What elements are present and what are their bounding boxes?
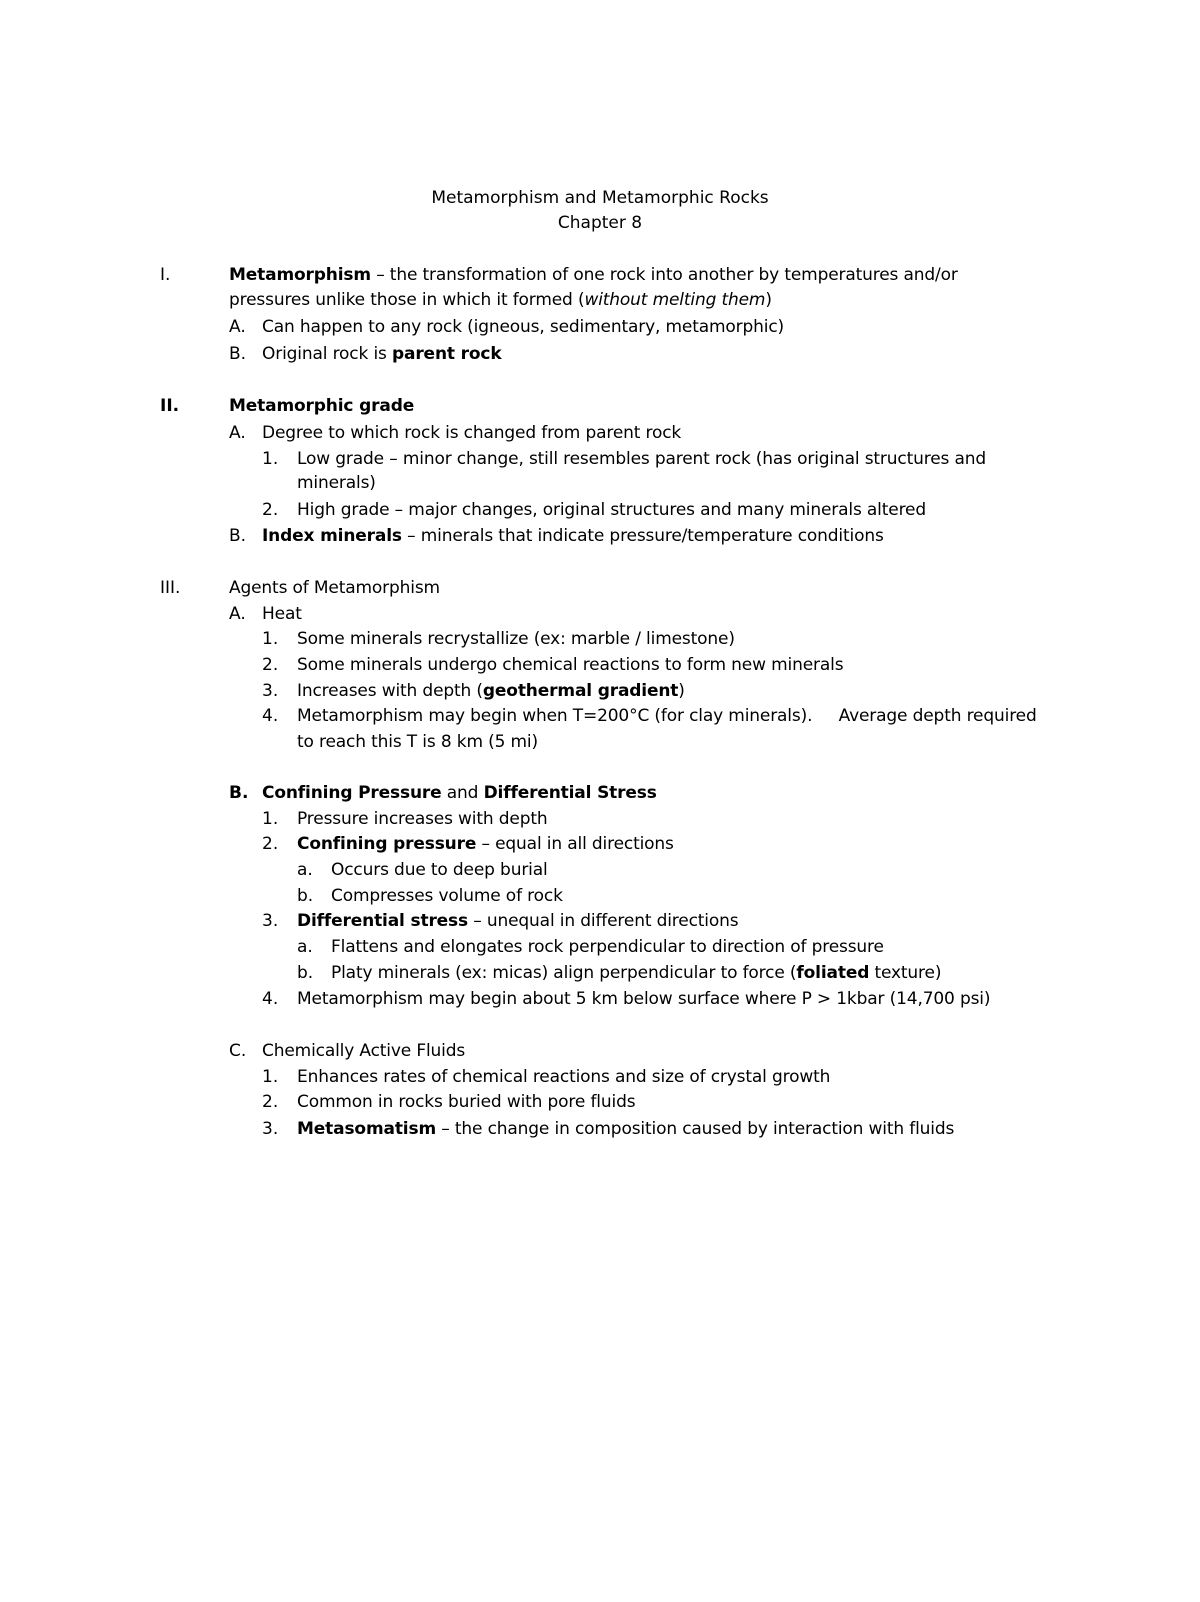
s3-a-text: Heat — [262, 604, 302, 624]
definition-close: ) — [765, 290, 772, 310]
s2-a1-text-2: minerals) — [297, 473, 376, 493]
s2-a2-marker: 2. — [262, 500, 279, 520]
differential-stress-term: Differential stress — [297, 911, 468, 931]
s3-c2-text: Common in rocks buried with pore fluids — [297, 1092, 636, 1112]
s3-b4-text: Metamorphism may begin about 5 km below surface where P > 1kbar (14,700 psi) — [297, 989, 991, 1009]
s3-a4-text-1: Metamorphism may begin when T=200°C (for clay minerals). Average depth required — [297, 706, 1037, 726]
s3-b2a-marker: a. — [297, 860, 313, 880]
s2-a1-text-1: Low grade – minor change, still resembles parent rock (has original structures and — [297, 449, 987, 469]
s3-a-marker: A. — [229, 604, 246, 624]
s3-c1-marker: 1. — [262, 1067, 279, 1087]
s3-b3b-close: texture) — [869, 963, 942, 983]
and-connector: and — [441, 783, 484, 803]
s3-b-heading — [262, 781, 657, 805]
metamorphism-term: Metamorphism — [229, 265, 371, 285]
s3-c2-marker: 2. — [262, 1092, 279, 1112]
s3-b2a-text: Occurs due to deep burial — [331, 860, 548, 880]
s3-b-marker: B. — [229, 783, 249, 803]
s3-a3-line — [297, 679, 685, 703]
section-1-line-1 — [229, 263, 958, 287]
section-3-heading: Agents of Metamorphism — [229, 578, 440, 598]
s3-a1-marker: 1. — [262, 629, 279, 649]
section-3-number: III. — [160, 578, 181, 598]
title-block — [0, 186, 1200, 236]
s1-b-text: Original rock is — [262, 344, 392, 364]
s3-b2-line — [297, 832, 674, 856]
s3-a3-text: Increases with depth ( — [297, 681, 483, 701]
s3-a2-marker: 2. — [262, 655, 279, 675]
s3-c3-line — [297, 1117, 954, 1141]
s3-a4-marker: 4. — [262, 706, 279, 726]
index-minerals-term: Index minerals — [262, 526, 402, 546]
s3-b2b-text: Compresses volume of rock — [331, 886, 563, 906]
s2-b-marker: B. — [229, 526, 247, 546]
s3-b3b-text: Platy minerals (ex: micas) align perpendicular to force ( — [331, 963, 797, 983]
s2-a-marker: A. — [229, 423, 246, 443]
s3-b2b-marker: b. — [297, 886, 314, 906]
s3-b2-marker: 2. — [262, 834, 279, 854]
section-2-heading: Metamorphic grade — [229, 396, 415, 416]
s2-a2-text: High grade – major changes, original structures and many minerals altered — [297, 500, 926, 520]
section-2-number: II. — [160, 396, 180, 416]
s2-b-line — [262, 524, 884, 548]
metasomatism-definition: – the change in composition caused by interaction with fluids — [436, 1119, 955, 1139]
s3-b3-line — [297, 909, 738, 933]
metamorphism-definition: – the transformation of one rock into another by temperatures and/or — [370, 265, 958, 285]
s1-b-line — [262, 342, 501, 366]
section-1-number: I. — [160, 265, 171, 285]
confining-pressure-definition: – equal in all directions — [476, 834, 674, 854]
chapter-label: Chapter 8 — [557, 213, 643, 233]
confining-pressure-heading: Confining Pressure — [262, 783, 442, 803]
s1-a-marker: A. — [229, 317, 246, 337]
s1-b-marker: B. — [229, 344, 247, 364]
s3-a3-marker: 3. — [262, 681, 279, 701]
parent-rock-term: parent rock — [391, 344, 502, 364]
confining-pressure-term: Confining pressure — [297, 834, 477, 854]
s1-a-text: Can happen to any rock (igneous, sedimentary, metamorphic) — [262, 317, 785, 337]
s3-b3b-marker: b. — [297, 963, 314, 983]
s3-c1-text: Enhances rates of chemical reactions and size of crystal growth — [297, 1067, 831, 1087]
s3-a1-text: Some minerals recrystallize (ex: marble / limestone) — [297, 629, 735, 649]
geothermal-gradient-term: geothermal gradient — [482, 681, 679, 701]
document-title: Metamorphism and Metamorphic Rocks — [431, 188, 769, 208]
s3-c3-marker: 3. — [262, 1119, 279, 1139]
s3-a3-close: ) — [678, 681, 685, 701]
s3-b1-marker: 1. — [262, 809, 279, 829]
definition-continued: pressures unlike those in which it formed ( — [229, 290, 585, 310]
s3-b3a-marker: a. — [297, 937, 313, 957]
foliated-term: foliated — [796, 963, 870, 983]
s3-c-marker: C. — [229, 1041, 247, 1061]
s3-b3-marker: 3. — [262, 911, 279, 931]
s3-b1-text: Pressure increases with depth — [297, 809, 548, 829]
definition-italic: without melting them — [584, 290, 766, 310]
metasomatism-term: Metasomatism — [297, 1119, 437, 1139]
s3-b3a-text: Flattens and elongates rock perpendicular to direction of pressure — [331, 937, 884, 957]
s3-b3b-line — [331, 961, 941, 985]
index-minerals-definition: – minerals that indicate pressure/temperature conditions — [401, 526, 884, 546]
differential-stress-definition: – unequal in different directions — [468, 911, 739, 931]
s3-a4-text-2: to reach this T is 8 km (5 mi) — [297, 732, 538, 752]
s2-a-text: Degree to which rock is changed from parent rock — [262, 423, 682, 443]
differential-stress-heading: Differential Stress — [483, 783, 657, 803]
s2-a1-marker: 1. — [262, 449, 279, 469]
section-1-line-2 — [229, 288, 772, 312]
s3-c-text: Chemically Active Fluids — [262, 1041, 466, 1061]
s3-a2-text: Some minerals undergo chemical reactions to form new minerals — [297, 655, 844, 675]
s3-b4-marker: 4. — [262, 989, 279, 1009]
